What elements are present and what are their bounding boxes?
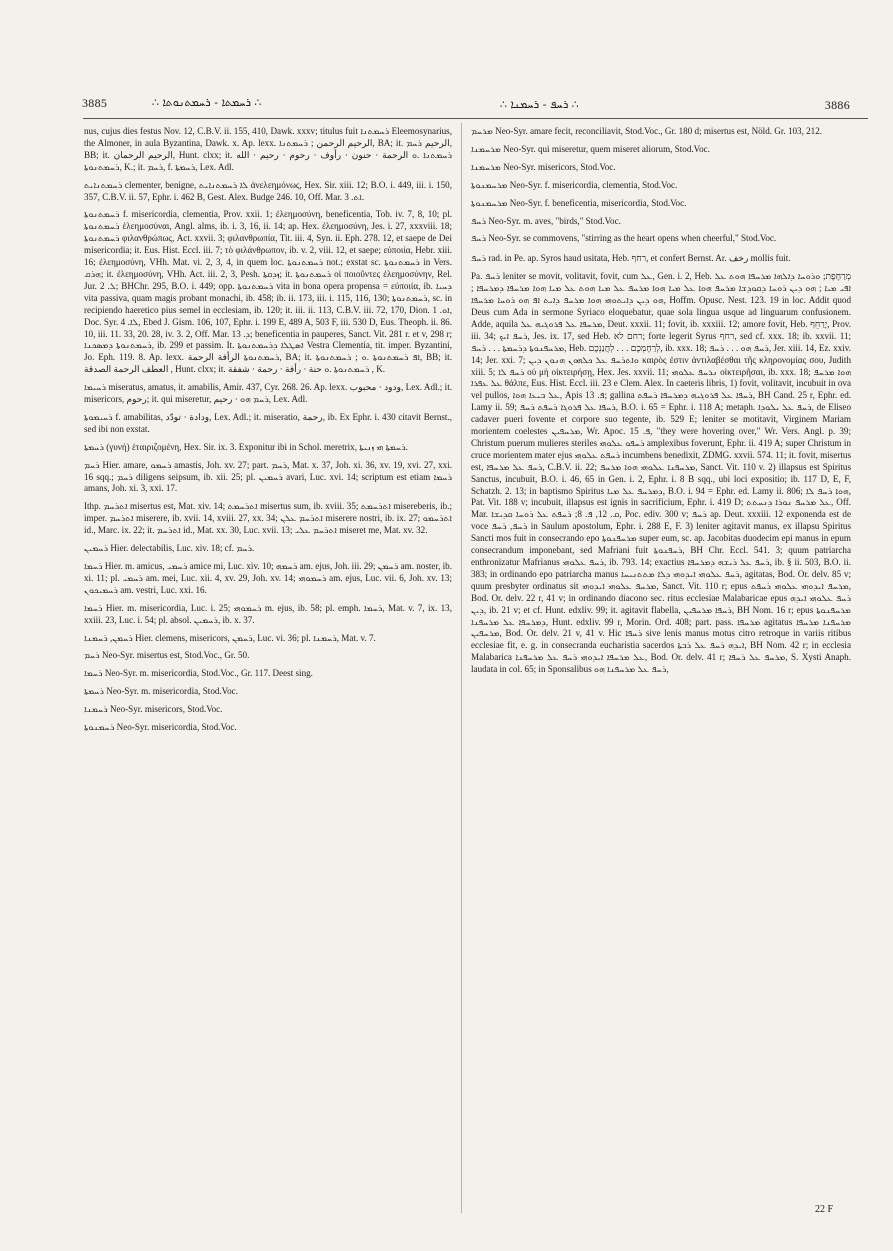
right-column-entry: ܡܪܚܡܢܘܬܐ Neo-Syr. f. beneficentia, misericordia, Stod.Voc. bbox=[471, 197, 687, 208]
left-column-entry: ܪܚܝܡܘܬܐ f. amabilitas, ودادة · تودّد, Lex. Adl.; it. miseratio, رحمة, ib. Ex Ephr. i. 430 citavit Bernst., sed ibi non exstat. bbox=[84, 411, 453, 434]
left-column-entry: ܪܚܡܝܢ Hier. delectabilis, Luc. xiv. 18; cf. ܪܚܡ. bbox=[84, 543, 255, 554]
right-column bbox=[471, 126, 851, 682]
left-column-entry: ܪܚܡܬܢܐܝܬ clementer, benigne, ܠܐ ܪܚܡܬܢܐܝܬ ἀνελεημόνως, Hex. Sir. xiii. 12; B.O. i. 449, iii. i. 150, 357, C.B.V. ii. 57, Ephr. i. 462 B, Gest. Alex. Budge 246. 10, Off. Mar. ܐܬ. 3. bbox=[84, 179, 452, 202]
left-column-entry: ܪܚܡܐ Hier. m. amicus, ܪܚܡܝ amice mi, Luc. xiv. 10; ܪܚܡܗ am. ejus, Joh. iii. 29; ܪܚܡܢ am. noster, ib. xi. 11; pl. ܪܚܡܝ am. mei, Luc. xii. 4, xv. 29, Joh. xv. 14; ܪܚܡܘܗܝ am. ejus, Luc. vii. 6, Joh. xv. 13; ܪܚܡܝܟܘܢ am. vestri, Luc. xxi. 16. bbox=[84, 561, 453, 595]
column-divider bbox=[461, 123, 462, 1213]
right-column-entry: Pa. ܪܚܦ leniter se movit, volitavit, fovit, cum ܥܠ, Gen. i. 2, Heb. מְרַחֶפֶת; ܘܪܘܚܐ ܕܐܠܗܐ ܡܪܚܦܐ ܗܘܬ ܥܠ ܐܦܝ ܡܝܐ ; ܗܘ ܕܝܢ ܪܘܚܐ ܕܩܘܕܫܐ ܡܪܚܦ ܗܘܐ ܥܠ ܡܝܐ ܗܘܐ ܡܪܚܦ ܥܠ ܡܝܐ ܗܘܬ ܥܠ ܡܝܐ ܗܘܐ ܡܪܚܦܐ ܕܡܪܚܦܐ ; ܗܘ ܕܝܢ ܕܐܝܬܘܗܝ ܗܘܐ ܡܪܚܦ ܕܐܝܬ ܐܦ ܗܘ ܪܘܚܐ ܡܪܚܦܐ, Hoffm. Opusc. Nest. 123. 19 in loc. Addit quod Deus cum Ada in sermone Syriaco eloquebatur, quae sola lingua usque ad linguarum confusionem. Adde, aquila ܡܪܚܦܐ ܥܠ ܦܪܘܓܝܗ ܥܠ, Deut. xxxii. 11; fovit, ib. xxxiii. 12; amore fovit, Heb. יָרַחֵף, Prov. iii. 34; ܪܚܦ ܐܝܟ, Jes. ix. 17, sed Heb. רחם לא; forte legerit Syrus רחף, sed cf. xxx. 18; ib. xxvii. 11; ܡܪܚܦܢܘܬܐ ܕܪܚܡܬܐ . . . ܪܚܦ, Heb. לְרַחֶמְכֶם . . . לְחֲנַנְכֶם, ib. xxx. 18; ܪܚܦ ܗܘ . . . ܪܚܦ, Jer. xiii. 14, Ez. xxiv. 14; Jer. xxi. 7; ܘܐܬܪܚܦ ܥܠ ܟܠܗܘܢ ܗܢܘܢ ܕܝܢ καιρὸς ἐστιν ἀντιλαβέσθαι τῆς κληρονομίας σου, Judith xiii. 5; ܪܚܦ ܠܐ οὐ μὴ οἰκτειρήσῃ, Hex. Jes. xxvii. 11; ܢܪܚܦ ܥܠܘܗܝ οἰκτειρῆσαι, ib. xxx. 18; ܗܘܐ ܡܪܚܦ ܥܠ ܥܦܪܐ θάλπε, Eus. Hist. Eccl. iii. 23 e Clem. Alex. In caeteris libris, 1) fovit, volitavit, incubuit in ova vel pullos, ܥܠ ܒܝܥܐ ܗܘܐ, Apis ܦ. 13; gallina ܪܚܦܐ ܥܠ ܦܪܘܓܝܗ ܕܡܪܚܦܐ ܪܚܦܬ, BH Cand. 25 r, Ephr. ed. Lamy ii. 59; ܪܚܦܐ ܥܠ ܦܪܘܓܐ ܪܚܦܬ ܪܚܦ, B.O. i. 65 = Ephr. i. 118 A; metaph. ܪܚܦ ܥܠ ܝܠܘܕܐ, de Eliseo cadaver pueri fovente et corpore suo tegente, ib. 529 E; leniter se motitavit, Virginem Mariam morientem coelestes ܡܪܚܦܝܢ, Wr. Apoc. ܦ. 15, "they were hovering over," Wr. Vers. Angl. p. 39; Christum puerum mulieres steriles ܪܚܦܘ ܥܠܘܗܝ amplexibus foverunt, Ephr. ii. 419 A; super Christum in cruce morientem mater ejus ܪܚܦܬ ܥܠܘܗܝ incumbens benedixit, ZDMG. xxvii. 574. 11; it. fovit, misertus est, ܪܚܦ ܥܠ ܡܪܚܦܐ, C.B.V. ii. 22; ܡܪܚܦܢܐ ܥܠܘܗܝ ܗܘܐ ܡܪܚܦ, Sanct. Vit. 110 v. 2) illapsus est Spiritus Sanctus, incubuit, B.O. i. 46, 65 in Gen. i. 2, Ephr. i. 8 B sqq., ubi loci expositio; ib. 117 D, E, F, Schatzh. 2. 13; in baptismo Spiritus ܕܡܪܚܦ ܥܠ ܡܝܐ, B.O. i. 94 = Ephr. ed. Lamy ii. 806; ܗܘܐ ܪܚܦ ܠܐ, Pat. Vit. 188 v; incubuit, illapsus est ignis in sacrificium, Ephr. i. 419 D; ܥܠ ܡܪܚܦ ܢܘܪܐ ܕܢܚܬܬ, Off. Mar. ܩ. 12, ܦ. 8; ܪܚܦܬ ܥܠ ܪܘܚܐ ܩܕܝܫܐ, Poc. ediv. 300 v; ܪܚܦ ap. Deut. xxxiii. 12 exponenda est de voce ܪܚܦ, ܪܚܦ in Saulum apostolum, Ephr. i. 288 E, F. 3) leniter agitavit manus, ex illapsu Spiritus Sancti mos fuit in consecrando epo ܡܪܚܦܢܘܬܐ super eum, sc. ap. Jacobitas duodecim epi manus in epum consecrandum imponebant, sed Mafriani fuit ܪܚܦܢܘܬܐ, BH Chr. Eccl. 541. 3; quum patriarcha enthronizatur Mafrianus ܪܚܦ ܥܠܘܗܝ, ib. 793. 14; exactius ܪܚܦ ܥܠ ܪܝܫܗ ܕܡܪܚܦܐ, ib. § ii. 503, B.O. ii. 383; in ordinando epo patriarcha manus ܪܚܦ ܥܠܘܗܝ ܐܝܕܘܗܝ ܕܠܐ ܡܬܬܢܝܚܐ, agitatas, Bod. Or. delv. 85 v; quum presbyter ordinatus sit ܡܪܚܦ ܥܠܘܗܝ ܐܝܕܘܗܝ, Sanct. Vit. 110 r; epus ܡܪܚܦ ܐܝܕܘܗܝ ܥܠܘܗܝ ܪܚܦܬ, Bod. Or. delv. 22 r, 41 v; in ordinando diacono sec. ritus ecclesiae Malabaricae epus ܪܚܦ ܥܠܘܗܝ ܐܝܕܗ ܕܝܢ, ib. 21 v; et cf. Hunt. edxliv. 99; it. agitavit flabella, ܪܚܦܐ ܡܪܚܦܝܢ, BH Nom. 16 r; epus ܡܪܚܦܢܘܬܐ ܕܡܪܚܦܐ ܥܠ ܡܪܚܦܢܐ, Hunt. edxliv. 99 r, Morin. Ord. 408; part. pass. ܡܪܚܦܐ agitatus ܡܪܚܦܢܐ ܡܪܚܦܐ ܡܪܚܦܝܢ, Bod. Or. delv. 21 v, 41 v. Hic ܪܚܦܐ sive lenis manus motus citro retroque in variis ritibus ecclesiae fit, e. g. in consecranda eucharistia sacerdos ܐܝܕܗ ܪܚܦ ܥܠ ܪܒܬܐ, BH Nom. 42 r; in ecclesia Malabarica ܥܠ ܡܪܚܦܐ ܐܝܕܘܗܝ ܪܚܦ ܥܠ ܡܪܚܦܢܐ, Bod. Or. delv. 41 r; ܡܪܚܦ ܥܠ ܪܚܦܐ, S. Xysti Anaph. laudata in col. 65; in Sponsalibus ܪܚܦ ܥܠ ܡܪܚܦܢܐ ܗܘ, bbox=[471, 271, 852, 675]
left-column-entry: ܪܚܡܬܢܘܬܐ f. misericordia, clementia, Prov. xxii. 1; ἐλεημοσύνη, beneficentia, Tob. iv. 7, 8, 10; pl. ܪܚܡܬܢܘܬܐ ἐλεημοσύναι, Angl. alms, ib. i. 3, 16, ii. 14; ap. Hex. ἐλεημοσύνη, Jes. i. 27, xxxviii. 18; ܪܚܡܬܢܘܬܐ φιλανθρώπως, Act. xxvii. 3; φιλανθρωπία, Tit. iii. 4, Syn. ii. Eph. 278. 12, et saepe de Dei misericordia; it. Eus. Hist. Eccl. iii. 7; τὸ φιλάνθρωπον, ib. v. 2, viii. 12, et saepe; εὐποιία, Hebr. xiii. 16; ἐλεημοσύνη, VHh. Mat. vi. 2, 3, 4, in quem loc. ܪܚܡܬܢܘܬܐ not.; exstat sc. ܪܚܡܬܢܘܬܐ in Vers. ܗܪܩ; it. ἐλεημοσύνη, VHh. Act. iii. 2, 3, Pesh. ܙܕܩܬܐ; it. ܪܚܡܬܢܘܬܐ οἱ ποιοῦντες ἐλεημοσύνην, Rel. Jur. ܠ. 2; BHChr. 295, B.O. i. 449; opp. ܪܚܡܬܢܘܬܐ vita in bona opera propensa = εὐποιία, ib. ܕܚܝܐ vita passiva, quam magis probant monachi, ib. 458; ib. ii. 173, iii. i. 115, 116, 130; ܪܚܡܬܢܘܬܐ, sc. in recipiendo haeretico pius semel in ecclesiam, ib. 120; it. iii. ii. 113, C.B.V. iii. 72, 170, Dion. ܐܘ. 1, Doc. Syr. ܠܐ. 4, Ebed J. Gism. 106, 107, Ephr. i. 199 E, 489 A, 503 F, iii. 530 D, Eus. Theoph. ii. 86. 10, iii. 11. 33, 20. 28, iv. 3. 2, Off. Mar. ܕ. 13; beneficentia in pauperes, Sanct. Vit. 281 r. et v, 298 r; ܪܚܡܬܢܘܬܐ ܕܡܣܟܢܐ, ib. 299 et passim. It. ܐܣܛܠܐ ܕܪܚܡܬܢܘܬܐ Vestra Clementia, tit. imper. Byzantini, Jo. Eph. 119. 8. Ap. lexx. ܪܚܡܬܢܘܬܐ الرأفة الرحمة, BA; it. ܐܦ ܪܚܡܬܢܘܬܐ .ܘ ; ܪܚܡܬܢܘܬܐ, BB; it. العطف الرحمة الصدقة , Hunt. clxx; it. ܪܚܡܬܢܘܬܐ .ܘ حنة · رأفة · رحمة · شفقة , K. bbox=[84, 209, 452, 375]
left-column-entry: ܪܚܡܬܐ (γυνή) ἑταιριζομένη, Hex. Sir. ix. 3. Exponitur ibi in Schol. meretrix, ܪܚܡܬܐ ܗܝ ܙܢܝܬܐ. bbox=[84, 441, 408, 452]
left-running-head: ∴ ܪܚܡܬܐ - ܪܚܡܬܢܘܬܐ ∴ bbox=[152, 96, 262, 109]
left-column-entry: ܪܚܡܬܐ Neo-Syr. m. misericordia, Stod.Voc. bbox=[84, 686, 238, 697]
right-column-entry: ܡܪܚܡܢܐ Neo-Syr. misericors, Stod.Voc. bbox=[471, 161, 616, 172]
left-column-entry: ܪܚܡ Neo-Syr. misertus est, Stod.Voc., Gr. 50. bbox=[84, 650, 250, 661]
signature-mark: 22 F bbox=[815, 1204, 834, 1215]
right-column-entry: ܪܚܦ Neo-Syr. m. aves, "birds," Stod.Voc. bbox=[471, 215, 621, 226]
right-running-head: ∴ ܪܚܦ - ܪܚܡܢܐ ∴ bbox=[500, 98, 579, 111]
left-page-number: 3885 bbox=[82, 96, 108, 110]
right-column-entry: ܡܪܚܡܢܐ Neo-Syr. qui miseretur, quem miseret aliorum, Stod.Voc. bbox=[471, 143, 710, 154]
left-column-entry: Ithp. ܐܬܪܚܡ misertus est, Mat. xiv. 14; ܐܬܪܚܡܬ misertus sum, ib. xviii. 35; ܐܬܪܚܡܬ misereberis, ib.; imper. ܐܬܪܚܡ miserere, ib. xvii. 14, xviii. 27, xx. 34; ܐܬܪܚܡ ܥܠܢ miserere nostri, ib. ix. 27; ܐܬܪܚܡܘ id., Marc. ix. 22; it. ܐܬܪܚܡ id., Mat. xx. 30, Luc. xvii. 13; ܐܬܪܚܡ ܥܠܝ miseret me, Mat. xv. 32. bbox=[84, 501, 452, 536]
left-column-entry: ܪܚܡܐ Hier. m. misericordia, Luc. i. 25; ܪܚܡܘܗܝ m. ejus, ib. 58; pl. emph. ܪܚܡܐ, Mat. v. 7, ix. 13, xxiii. 23, Luc. i. 54; pl. absol. ܪܚܡܝܢ, ib. x. 37. bbox=[84, 602, 452, 625]
left-column-entry: ܪܚܡܢ, ܪܚܡܢܐ Hier. clemens, misericors, ܪܚܡܢ, Luc. vi. 36; pl. ܪܚܡܢܐ, Mat. v. 7. bbox=[84, 632, 376, 643]
left-column-entry: nus, cujus dies festus Nov. 12, C.B.V. ii. 155, 410, Dawk. xxxv; titulus fuit ܪܚܡܬܢܐ Eleemosynarius, the Almoner, in aula Byzantina, Dawk. x. Ap. lexx. الرحيم الرحمن ; ܪܚܡܬܢܐ, BA; it. الرحيم ܪܚܡ, BB; it. الرحيم الرحمان, Hunt. clxx; it. ܪܚܡܬܢܐ .ܘ الرحمة · حنون · رأوف · رحوم · رحيم · الله ܪܚܡܬܢܘܬܐ, K.; it. ܪܚܡ, f. ܪܚܡܬܐ, Lex. Adl. bbox=[84, 126, 452, 172]
right-column-entry: ܪܚܦ rad. in Pe. ap. Syros haud usitata, Heb. רחף, et confert Bernst. Ar. رخف mollis fuit. bbox=[471, 253, 791, 264]
left-column-entry: ܪܚܡܢܐ Neo-Syr. misericors, Stod.Voc. bbox=[84, 704, 223, 715]
left-column bbox=[84, 126, 452, 740]
left-column-entry: ܪܚܡܢܘܬܐ Neo-Syr. misericordia, Stod.Voc. bbox=[84, 722, 237, 733]
right-column-entry: ܡܪܚܡܢܘܬܐ Neo-Syr. f. misericordia, clementia, Stod.Voc. bbox=[471, 179, 678, 190]
left-column-entry: ܪܚܡܐ Neo-Syr. m. misericordia, Stod.Voc., Gr. 117. Deest sing. bbox=[84, 668, 313, 679]
left-column-entry: ܪܚܡ Hier. amare, ܪܚܡܘ amastis, Joh. xv. 27; part. ܪܚܡ, Mat. x. 37, Joh. xi. 36, xv. 19, xvi. 27, xxi. 16 sqq.; ܪܚܡ diligens seipsum, ib. xii. 25; pl. ܪܚܡܝܢ avari, Luc. xvi. 14; scriptum est etiam ܪܚܡܐ amans, Joh. xi. 3, xxi. 17. bbox=[84, 459, 453, 494]
left-column-entry: ܪܚܝܡܐ miseratus, amatus, it. amabilis, Amir. 437, Cyr. 268. 26. Ap. lexx. ودود · محبوب, Lex. Adl.; it. misericors, رحوم; it. qui miseretur, ܪܚܡ ܗܘ · رحيم, Lex. Adl. bbox=[84, 382, 453, 405]
header-rule bbox=[83, 118, 868, 119]
right-column-entry: ܡܪܚܡ Neo-Syr. amare fecit, reconciliavit, Stod.Voc., Gr. 180 d; misertus est, Nöld. Gr. 103, 212. bbox=[471, 126, 823, 136]
right-page-number: 3886 bbox=[824, 98, 850, 112]
right-column-entry: ܪܚܦ Neo-Syr. se commovens, "stirring as the heart opens when cheerful," Stod.Voc. bbox=[471, 233, 777, 244]
